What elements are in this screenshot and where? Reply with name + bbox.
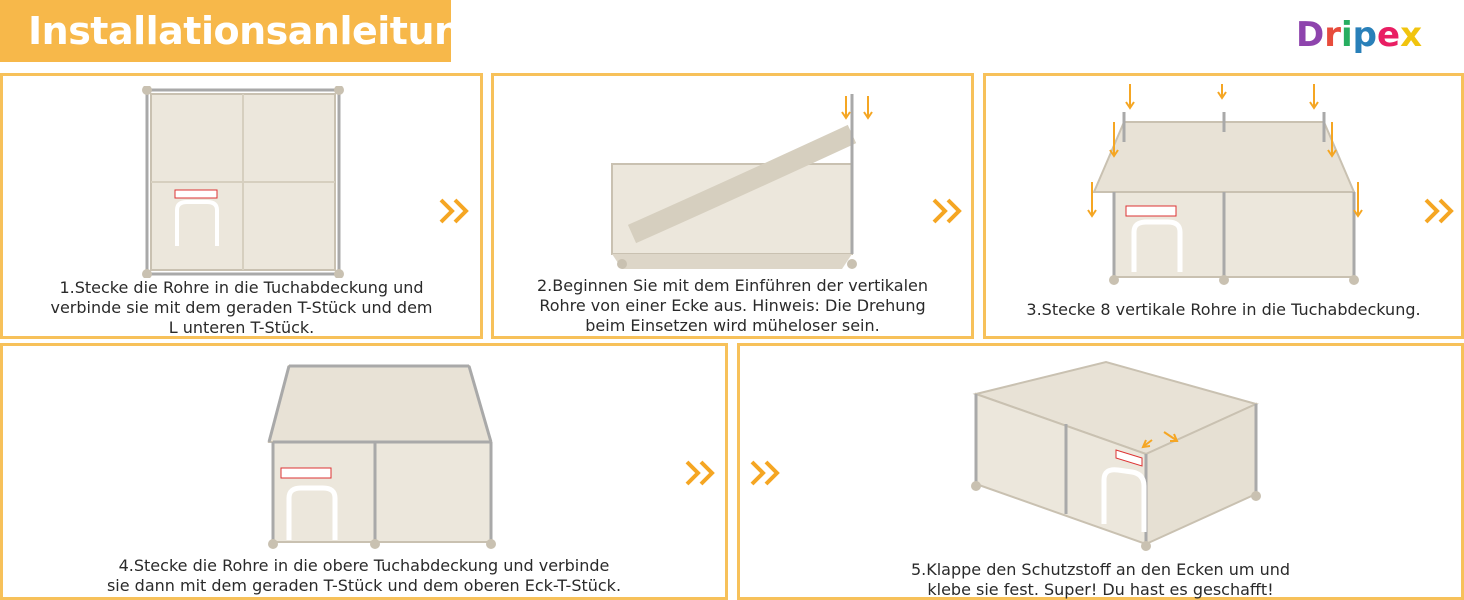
- step-2-illustration: [602, 94, 882, 274]
- logo-letter: x: [1400, 15, 1423, 55]
- step-5-panel: [737, 343, 1464, 600]
- caption-line: klebe sie fest. Super! Du hast es geschafft!: [927, 580, 1274, 599]
- double-chevron-right-icon: [437, 196, 473, 226]
- brand-logo-wordmark: [1296, 15, 1423, 55]
- step-3-illustration: [1084, 82, 1364, 292]
- double-chevron-right-icon: [683, 458, 719, 488]
- caption-line: 2.Beginnen Sie mit dem Einführen der vertikalen: [536, 276, 929, 295]
- caption-line: 3.Stecke 8 vertikale Rohre in die Tuchabdeckung.: [1026, 300, 1421, 319]
- step-5-illustration: [966, 354, 1266, 554]
- step-1-caption: [3, 278, 480, 338]
- caption-line: beim Einsetzen wird müheloser sein.: [585, 316, 880, 335]
- double-chevron-right-icon: [930, 196, 966, 226]
- brand-logo: [1296, 12, 1446, 58]
- step-5-caption: [740, 560, 1461, 600]
- caption-line: sie dann mit dem geraden T-Stück und dem oberen Eck-T-Stück.: [106, 576, 622, 595]
- logo-letter: p: [1352, 15, 1378, 55]
- header-banner: [0, 0, 488, 62]
- caption-line: L unteren T-Stück.: [168, 318, 315, 337]
- logo-letter: e: [1377, 15, 1401, 55]
- step-4-caption: [3, 556, 725, 596]
- step-4-illustration: [259, 352, 499, 552]
- step-2-panel: [491, 73, 974, 339]
- caption-line: verbinde sie mit dem geraden T-Stück und dem: [50, 298, 433, 317]
- step-3-panel: [983, 73, 1464, 339]
- double-chevron-right-icon: [748, 458, 784, 488]
- caption-line: 5.Klappe den Schutzstoff an den Ecken um und: [910, 560, 1291, 579]
- step-2-caption: [494, 276, 971, 336]
- logo-letter: D: [1296, 15, 1325, 55]
- page-title: Installationsanleitung: [28, 9, 488, 53]
- caption-line: 4.Stecke die Rohre in die obere Tuchabdeckung und verbinde: [118, 556, 610, 575]
- step-1-illustration: [141, 86, 345, 278]
- caption-line: 1.Stecke die Rohre in die Tuchabdeckung und: [59, 278, 424, 297]
- step-4-panel: [0, 343, 728, 600]
- logo-letter: r: [1324, 15, 1342, 55]
- step-3-caption: [986, 300, 1461, 320]
- step-1-panel: [0, 73, 483, 339]
- double-chevron-right-icon: [1422, 196, 1458, 226]
- logo-letter: i: [1341, 15, 1353, 55]
- caption-line: Rohre von einer Ecke aus. Hinweis: Die Drehung: [539, 296, 926, 315]
